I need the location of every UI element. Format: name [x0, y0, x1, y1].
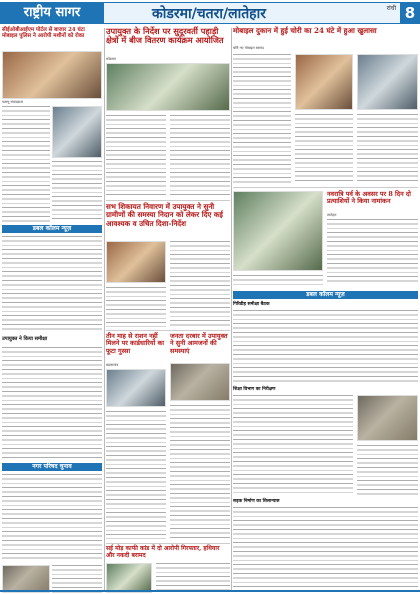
right-top-body-a: [233, 54, 291, 184]
right-box-body-2: [233, 395, 353, 495]
right-top-headline: मोबाइल दुकान में हुई चोरी का 24 घंटे में हुआ खुलासा: [233, 26, 377, 35]
section-title: कोडरमा/चतरा/लातेहार: [152, 6, 266, 22]
left-box-head-1: डबल कॉलम न्यूज़: [2, 225, 102, 233]
right-box-body-1: [233, 310, 418, 384]
right-box-subhead-3: सड़क निर्माण का शिलान्यास: [233, 499, 280, 504]
center-low-kicker: बड़कागांव: [106, 363, 119, 367]
left-mid-body: [2, 347, 102, 459]
center-mid-photo: [106, 241, 166, 283]
center-mid-headline: सभ शिकायत निवारण में उपायुक्त ने सुनी ग्रामीणों की समस्या निदान को लेकर दिए कई आवश्यक व उचित दिशा-निर्देश: [106, 202, 223, 228]
right-box-body-4: [233, 507, 418, 593]
right-box-body-3: [357, 445, 418, 495]
center-top-kicker: कोडरमा: [106, 57, 116, 61]
center-low-right-photo: [170, 363, 230, 401]
left-column: [0, 27, 104, 594]
center-top-headline: उपायुक्त के निर्देश पर सुदूरवर्ती पहाड़ी क्षेत्रों में बीज वितरण कार्यक्रम आयोजित: [106, 26, 224, 46]
center-top-body-a: [106, 115, 166, 197]
right-mid-caption-lines: [233, 275, 323, 287]
date-label: रांची: [386, 5, 396, 12]
right-mid-kicker: लातेहार: [327, 213, 337, 217]
right-column: [233, 27, 418, 594]
footer-rule: [0, 590, 420, 592]
left-box-body-1: [2, 236, 102, 332]
center-mid-body-a: [170, 241, 230, 327]
right-box-subhead-1: गिरिडीह समीक्षा बैठक: [233, 302, 270, 307]
left-box-body-2: [2, 474, 102, 562]
left-lead-body-b: [52, 161, 102, 222]
left-mid-headline: उपायुक्त ने किया समीक्षा: [2, 336, 48, 342]
center-mid-body-b: [106, 287, 166, 327]
right-box-subhead-2: शिक्षा विभाग का निरीक्षण: [233, 387, 276, 392]
center-low-photo: [106, 369, 166, 407]
left-lead-headline: सीईओबीआईएम पोर्टल से बाजार 24 घंटा मोबाइल पुलिस ने आरोपी मशीनों को रोका: [2, 27, 85, 40]
center-low-right-body: [170, 405, 230, 539]
center-bottom-photo: [106, 563, 152, 593]
right-mid-body: [327, 219, 418, 283]
right-top-photo-2: [357, 54, 418, 110]
left-lead-caption: पलामू संवाददाता: [2, 100, 24, 104]
left-box-head-2: नगर परिषद चुनाव: [2, 463, 102, 471]
left-inset-photo: [52, 106, 102, 158]
column-rule-1: [104, 28, 105, 590]
center-bottom-headline: सई मोड़ काफी कांड में दो आरोपी गिरफ्तार, हथियार और नकदी बरामद: [106, 545, 220, 559]
right-top-photo-1: [295, 54, 353, 110]
right-top-kicker: चोरी गए मोबाइल बरामद: [233, 46, 264, 50]
masthead: [0, 0, 420, 26]
right-top-body-b: [295, 114, 353, 184]
center-bottom-body: [156, 563, 230, 593]
right-box-photo: [357, 395, 418, 441]
right-divider-1: [233, 187, 418, 188]
center-low-body: [106, 411, 166, 539]
right-box-head: डबल कॉलम न्यूज़: [233, 291, 418, 299]
column-rule-2: [231, 28, 232, 590]
center-low-headline: तीन माह से राशन नहीं मिलने पर कार्डधारियों का फूटा गुस्सा: [106, 332, 165, 355]
center-column: [106, 27, 230, 594]
left-bottom-body: [52, 565, 102, 593]
right-top-body-c: [357, 114, 418, 184]
section-bar: [104, 2, 400, 24]
center-divider-2: [106, 330, 230, 331]
center-low-right-headline: जनता दरबार में उपायुक्त ने सुनी आमजनों की समस्याएं: [170, 332, 228, 355]
left-bottom-photo: [2, 565, 50, 593]
left-lead-photo: [2, 51, 102, 99]
center-top-photo: [106, 63, 230, 111]
right-mid-headline: नवरात्रि पर्व के अवसर पर 8 दिन दो प्रत्याशियों ने किया नामांकन: [327, 190, 411, 206]
page-number: 8: [400, 2, 420, 24]
center-divider-3: [106, 543, 230, 544]
center-top-body-b: [170, 115, 230, 197]
left-lead-body-a: [2, 106, 50, 222]
center-divider-1: [106, 200, 230, 201]
right-mid-photo: [233, 191, 323, 271]
brand-label: राष्ट्रीय सागर: [0, 2, 104, 24]
